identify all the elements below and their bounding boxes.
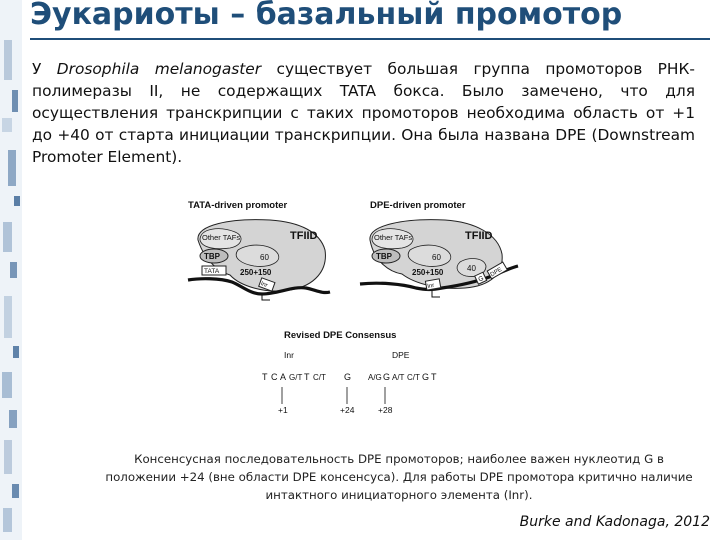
inr-seq-nt2: C [271,372,278,382]
tata-taf60-label: 60 [260,253,269,262]
promoter-diagram [180,190,550,420]
tata-driven-panel [188,200,330,300]
dpe-g-label: G [477,274,485,284]
dpe-taf250-150-label: 250+150 [412,268,444,277]
consensus-inr-label: Inr [284,350,294,360]
figure-caption: Консенсусная последовательность DPE промоторов; наиболее важен нуклеотид G в положении +24 (вне области DPE консенсуса). Для работы DPE промотора критично наличие интактного инициаторного элемента (Inr). [105,452,693,502]
tata-other-tafs-label: Other TAFs [202,233,241,242]
dpe-start-arrow [432,290,440,297]
consensus-title: Revised DPE Consensus [284,330,397,341]
dpe-tfiid-label: TFIID [465,230,493,242]
dpe-element-label: DPE [489,266,504,279]
consensus-dpe-label: DPE [392,350,410,360]
tata-taf250-150-label: 250+150 [240,268,272,277]
dpe-seq-nt5: G [422,372,430,382]
dpe-driven-panel [360,200,518,297]
body-text-part2: существует большая группа промоторов РНК-полимеразы II, не содержащих TATA бокса. Было замечено, что для осуществления транскрипции с таких промоторов необходима область от +1 до +40 от старта инициации транскрипции. Она была названа DPE (Downstream Promoter Element). [32,60,695,166]
dpe-taf40-label: 40 [467,264,476,273]
decorative-side-strip [0,0,22,540]
dpe-inr-label: Inr [426,282,435,290]
tata-inr-label: Inr [259,281,269,290]
citation: Burke and Kadonaga, 2012 [519,514,710,530]
dpe-consensus-panel [262,330,437,415]
tata-box-label: TATA [204,268,220,275]
dpe-seq-nt4: C/T [407,373,420,382]
dpe-seq-nt1: A/G [368,373,382,382]
title-underline [30,38,710,40]
slide-title: Эукариоты – базальный промотор [30,0,623,32]
consensus-g24: G [344,372,352,382]
tata-panel-title: TATA-driven promoter [188,200,288,211]
inr-seq-nt1: T [262,372,268,382]
body-text-part1: У [32,60,57,78]
position-plus1: +1 [278,405,288,415]
inr-seq-nt3: A [280,372,287,382]
species-name: Drosophila melanogaster [56,60,262,78]
promoter-figure [180,190,550,420]
tata-tbp-label: TBP [204,252,220,261]
dpe-seq-nt2: G [383,372,391,382]
dpe-taf60-label: 60 [432,253,441,262]
dpe-panel-title: DPE-driven promoter [370,200,466,211]
position-plus24: +24 [340,405,355,415]
dpe-tbp-label: TBP [376,252,392,261]
inr-seq-nt6: C/T [313,373,326,382]
dpe-other-tafs-label: Other TAFs [374,233,413,242]
inr-seq-nt4: G/T [289,373,303,382]
dpe-seq-nt6: T [431,372,437,382]
inr-seq-nt5: T [304,372,310,382]
tata-tfiid-label: TFIID [290,230,318,242]
dpe-seq-nt3: A/T [392,373,405,382]
body-paragraph [32,58,695,168]
position-plus28: +28 [378,405,393,415]
